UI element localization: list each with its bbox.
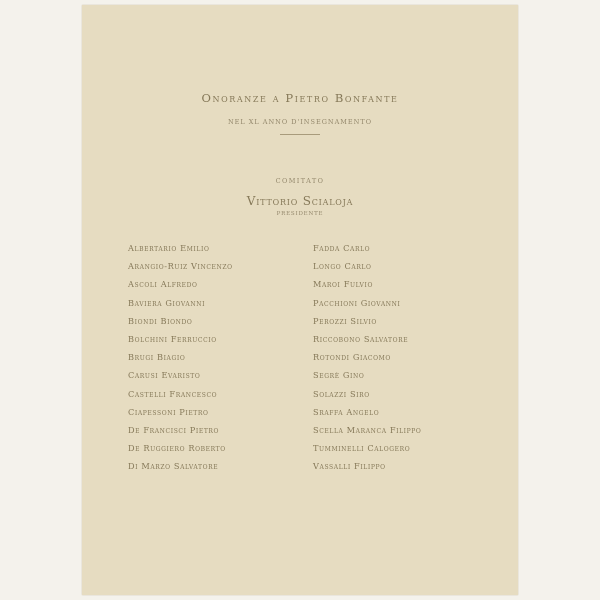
member-name: Scella Maranca Filippo	[313, 424, 422, 435]
member-name: Maroi Fulvio	[313, 279, 373, 290]
member-name: Baviera Giovanni	[128, 297, 206, 308]
member-name: De Francisci Pietro	[128, 424, 220, 435]
member-name: Albertario Emilio	[128, 243, 210, 253]
member-name: Longo Carlo	[313, 261, 372, 272]
members-right-column	[313, 239, 421, 475]
member-name: Di Marzo Salvatore	[128, 461, 219, 472]
member-name: Perozzi Silvio	[313, 315, 377, 326]
member-name: Ciapessoni Pietro	[128, 406, 209, 417]
page-title: Onoranze a Pietro Bonfante	[201, 91, 399, 105]
member-name: Rotondi Giacomo	[313, 352, 391, 363]
members-left-column	[128, 239, 233, 475]
member-name: Fadda Carlo	[313, 243, 371, 253]
member-name: Vassalli Filippo	[313, 461, 386, 472]
divider-rule	[280, 134, 320, 135]
member-name: Ascoli Alfredo	[128, 279, 198, 290]
member-name: De Ruggiero Roberto	[128, 443, 226, 454]
member-name: Carusi Evaristo	[128, 370, 201, 381]
member-name: Segrè Gino	[313, 370, 365, 381]
member-name: Biondi Biondo	[128, 315, 193, 326]
member-name: Tumminelli Calogero	[313, 443, 411, 454]
document-page	[82, 5, 518, 595]
member-name: Solazzi Siro	[313, 388, 370, 399]
member-name: Castelli Francesco	[128, 388, 218, 399]
member-name: Brugi Biagio	[128, 352, 186, 363]
president-role: PRESIDENTE	[276, 211, 324, 217]
member-name: Pacchioni Giovanni	[313, 297, 401, 308]
member-name: Bolchini Ferruccio	[128, 333, 217, 344]
president-name: Vittorio Scialoja	[246, 194, 354, 208]
committee-heading: COMITATO	[275, 177, 325, 185]
member-name: Sraffa Angelo	[313, 406, 380, 417]
page-subtitle: NEL XL ANNO D'INSEGNAMENTO	[227, 118, 373, 126]
member-name: Arangio-Ruiz Vincenzo	[128, 261, 233, 272]
member-name: Riccobono Salvatore	[313, 333, 409, 344]
